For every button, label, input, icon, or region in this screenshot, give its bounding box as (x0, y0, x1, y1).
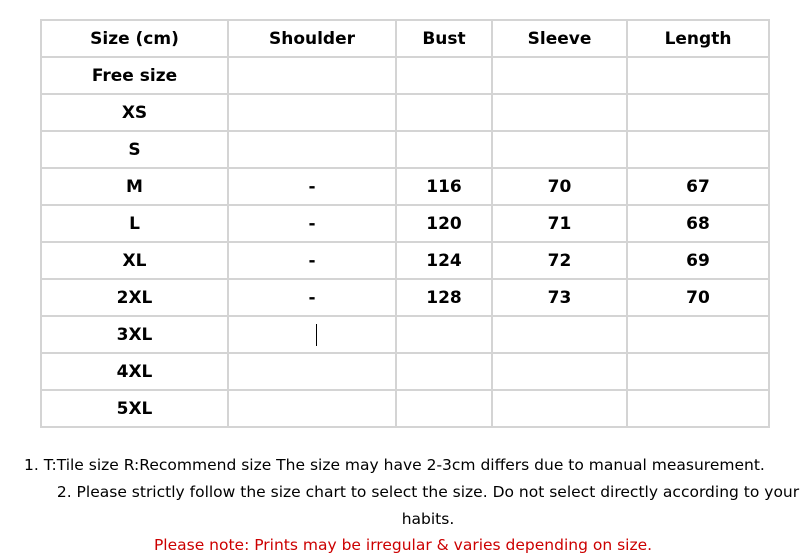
table-row (41, 242, 769, 279)
header-row (41, 20, 769, 57)
cell-size: XL (41, 242, 228, 279)
cell-size: 2XL (41, 279, 228, 316)
cell-bust: 120 (396, 205, 492, 242)
cell-shoulder (228, 316, 396, 353)
cell-size: 4XL (41, 353, 228, 390)
cell-bust (396, 353, 492, 390)
cell-shoulder: - (228, 205, 396, 242)
cell-bust (396, 94, 492, 131)
header-size: Size (cm) (41, 20, 228, 57)
cell-sleeve: 71 (492, 205, 627, 242)
cell-bust: 124 (396, 242, 492, 279)
cell-length (627, 57, 769, 94)
cell-shoulder (228, 353, 396, 390)
text-cursor (316, 324, 317, 346)
cell-shoulder (228, 94, 396, 131)
cell-shoulder: - (228, 279, 396, 316)
cell-sleeve (492, 57, 627, 94)
table-row (41, 279, 769, 316)
cell-length (627, 316, 769, 353)
table-row (41, 390, 769, 427)
cell-length (627, 94, 769, 131)
size-chart-table (40, 19, 770, 428)
header-length: Length (627, 20, 769, 57)
table-row (41, 205, 769, 242)
cell-bust: 116 (396, 168, 492, 205)
cell-sleeve: 73 (492, 279, 627, 316)
note-line-2: 2. Please strictly follow the size chart to select the size. Do not select directly according to your habits. (56, 483, 800, 528)
cell-size: Free size (41, 57, 228, 94)
table-row (41, 57, 769, 94)
cell-shoulder: - (228, 242, 396, 279)
cell-sleeve (492, 353, 627, 390)
cell-bust (396, 57, 492, 94)
cell-shoulder (228, 57, 396, 94)
cell-sleeve: 70 (492, 168, 627, 205)
cell-size: 3XL (41, 316, 228, 353)
cell-sleeve (492, 131, 627, 168)
table-row (41, 316, 769, 353)
cell-sleeve: 72 (492, 242, 627, 279)
cell-length: 69 (627, 242, 769, 279)
header-sleeve: Sleeve (492, 20, 627, 57)
cell-size: 5XL (41, 390, 228, 427)
header-bust: Bust (396, 20, 492, 57)
table-row (41, 94, 769, 131)
cell-size: XS (41, 94, 228, 131)
cell-shoulder (228, 390, 396, 427)
note-line-1: 1. T:Tile size R:Recommend size The size may have 2-3cm differs due to manual measurement. (24, 456, 765, 474)
cell-shoulder: - (228, 168, 396, 205)
cell-length: 70 (627, 279, 769, 316)
cell-sleeve (492, 316, 627, 353)
cell-shoulder (228, 131, 396, 168)
table-row (41, 353, 769, 390)
cell-length: 67 (627, 168, 769, 205)
cell-bust (396, 316, 492, 353)
cell-bust (396, 131, 492, 168)
cell-size: L (41, 205, 228, 242)
cell-size: S (41, 131, 228, 168)
cell-length: 68 (627, 205, 769, 242)
cell-bust: 128 (396, 279, 492, 316)
cell-sleeve (492, 94, 627, 131)
cell-length (627, 390, 769, 427)
header-shoulder: Shoulder (228, 20, 396, 57)
table-row (41, 168, 769, 205)
cell-size: M (41, 168, 228, 205)
cell-sleeve (492, 390, 627, 427)
cell-bust (396, 390, 492, 427)
cell-length (627, 353, 769, 390)
cell-length (627, 131, 769, 168)
print-warning: Please note: Prints may be irregular & varies depending on size. (153, 536, 653, 554)
table-row (41, 131, 769, 168)
